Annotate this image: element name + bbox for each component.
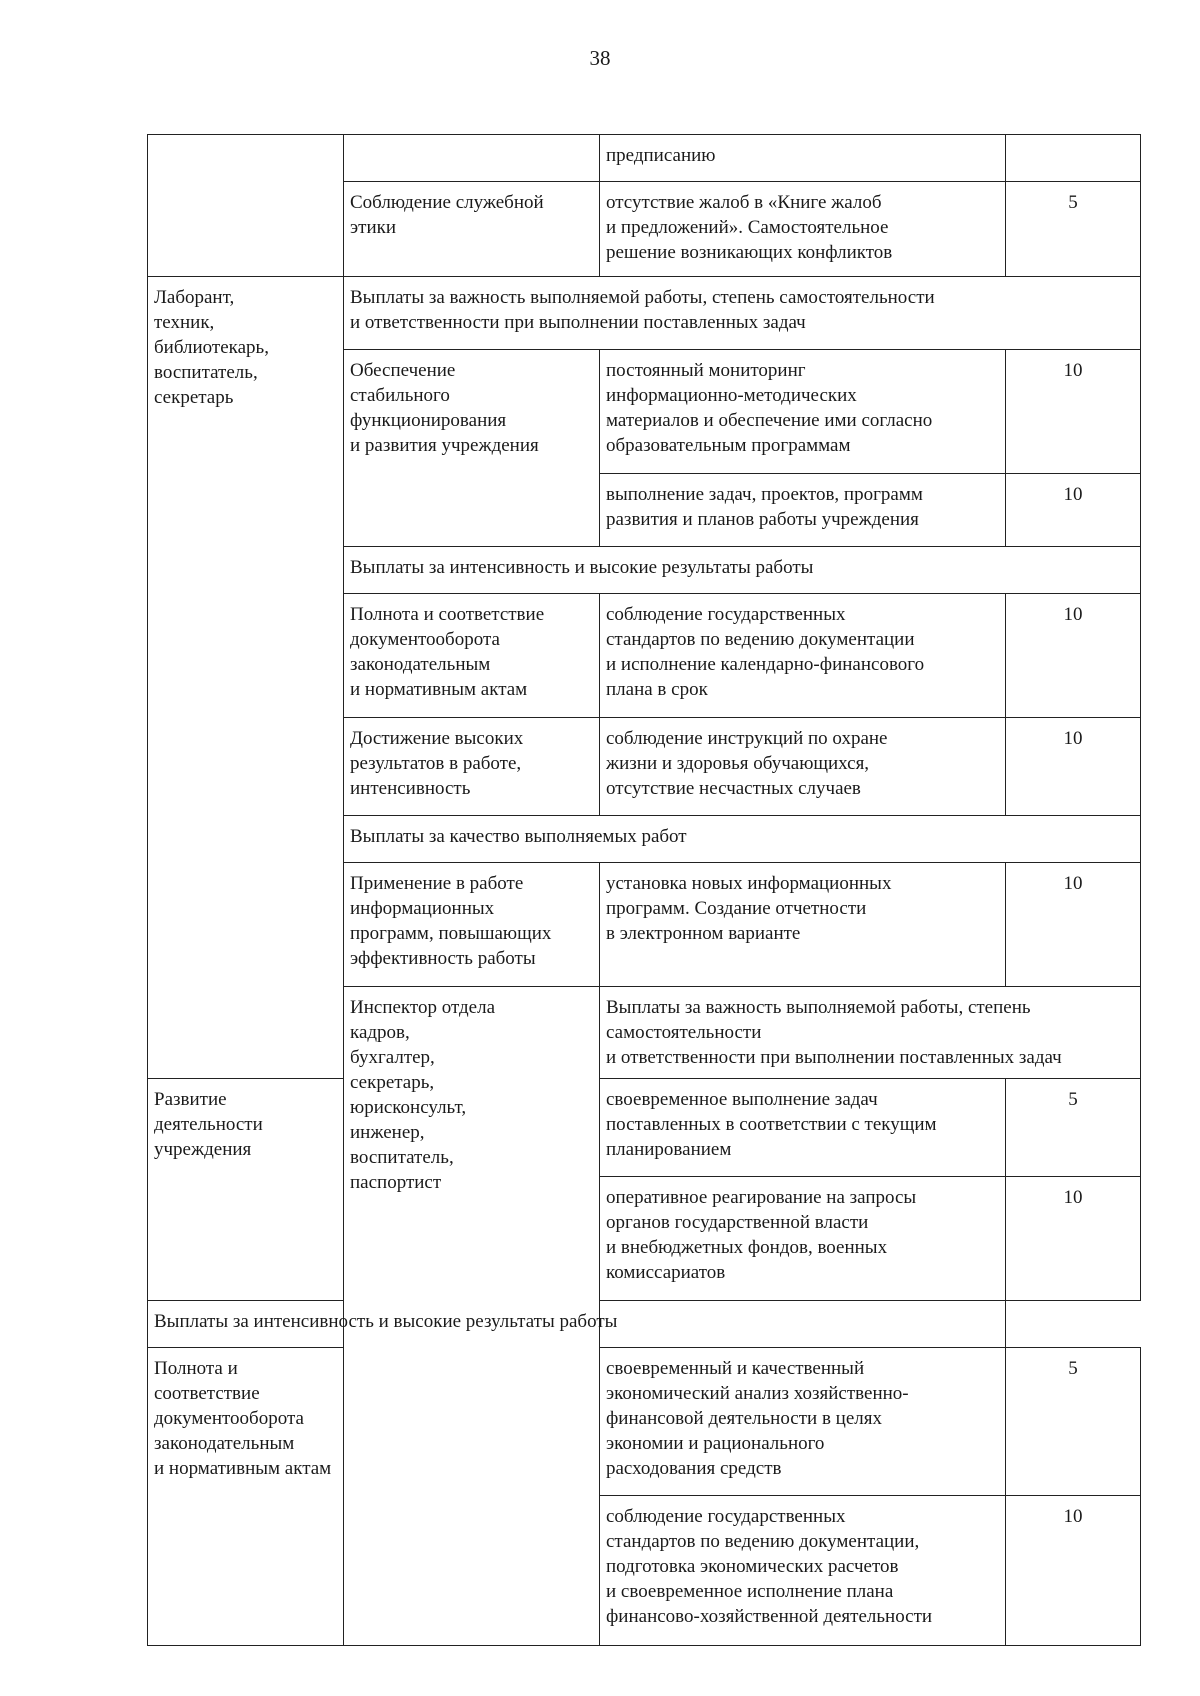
indicator-cell: постоянный мониторинг информационно-методических материалов и обеспечение ими согласно образовательным программам <box>600 350 1006 474</box>
points-cell: 10 <box>1006 1496 1141 1646</box>
points-cell: 10 <box>1006 1177 1141 1301</box>
section-heading: Выплаты за интенсивность и высокие результаты работы <box>148 1301 1006 1348</box>
section-heading: Выплаты за интенсивность и высокие результаты работы <box>344 547 1141 594</box>
page-number: 38 <box>589 46 611 70</box>
indicator-cell: своевременный и качественный экономический анализ хозяйственно- финансовой деятельности в целях экономии и рационального расходования средств <box>600 1348 1006 1496</box>
indicator-cell: отсутствие жалоб в «Книге жалоб и предложений». Самостоятельное решение возникающих конфликтов <box>600 182 1006 277</box>
criterion-cell: Применение в работе информационных программ, повышающих эффективность работы <box>344 863 600 987</box>
table-row <box>148 1079 1141 1177</box>
section-heading: Выплаты за важность выполняемой работы, степень самостоятельности и ответственности при выполнении поставленных задач <box>600 987 1141 1079</box>
section-heading: Выплаты за важность выполняемой работы, степень самостоятельности и ответственности при выполнении поставленных задач <box>344 277 1141 350</box>
criterion-cell: Полнота и соответствие документооборота законодательным и нормативным актам <box>148 1348 344 1646</box>
points-cell: 10 <box>1006 350 1141 474</box>
criterion-cell: Достижение высоких результатов в работе, интенсивность <box>344 718 600 816</box>
section-heading: Выплаты за качество выполняемых работ <box>344 816 1141 863</box>
points-cell: 5 <box>1006 182 1141 277</box>
indicator-cell: соблюдение государственных стандартов по ведению документации, подготовка экономических расчетов и своевременное исполнение плана финансово-хозяйственной деятельности <box>600 1496 1006 1646</box>
indicator-cell: установка новых информационных программ. Создание отчетности в электронном варианте <box>600 863 1006 987</box>
points-cell: 5 <box>1006 1348 1141 1496</box>
section-row <box>148 277 1141 350</box>
table-row <box>148 135 1141 182</box>
indicator-cell: оперативное реагирование на запросы органов государственной власти и внебюджетных фондов, военных комиссариатов <box>600 1177 1006 1301</box>
criterion-cell: Соблюдение служебной этики <box>344 182 600 277</box>
points-cell: 10 <box>1006 718 1141 816</box>
points-cell: 10 <box>1006 594 1141 718</box>
positions-cell-empty <box>148 135 344 277</box>
criterion-cell: Развитие деятельности учреждения <box>148 1079 344 1301</box>
points-cell <box>1006 135 1141 182</box>
criterion-cell: Обеспечение стабильного функционирования и развития учреждения <box>344 350 600 547</box>
section-row <box>148 1301 1141 1348</box>
positions-cell: Лаборант, техник, библиотекарь, воспитатель, секретарь <box>148 277 344 1079</box>
indicator-cell: предписанию <box>600 135 1006 182</box>
points-cell: 5 <box>1006 1079 1141 1177</box>
indicator-cell: своевременное выполнение задач поставленных в соответствии с текущим планированием <box>600 1079 1006 1177</box>
indicator-cell: соблюдение государственных стандартов по ведению документации и исполнение календарно-финансового плана в срок <box>600 594 1006 718</box>
points-cell: 10 <box>1006 863 1141 987</box>
payments-criteria-table <box>147 134 1141 1646</box>
positions-cell: Инспектор отдела кадров, бухгалтер, секретарь, юрисконсульт, инженер, воспитатель, паспортист <box>344 987 600 1646</box>
table-row <box>148 1348 1141 1496</box>
indicator-cell: выполнение задач, проектов, программ развития и планов работы учреждения <box>600 474 1006 547</box>
criterion-cell <box>344 135 600 182</box>
points-cell: 10 <box>1006 474 1141 547</box>
criterion-cell: Полнота и соответствие документооборота законодательным и нормативным актам <box>344 594 600 718</box>
indicator-cell: соблюдение инструкций по охране жизни и здоровья обучающихся, отсутствие несчастных случаев <box>600 718 1006 816</box>
